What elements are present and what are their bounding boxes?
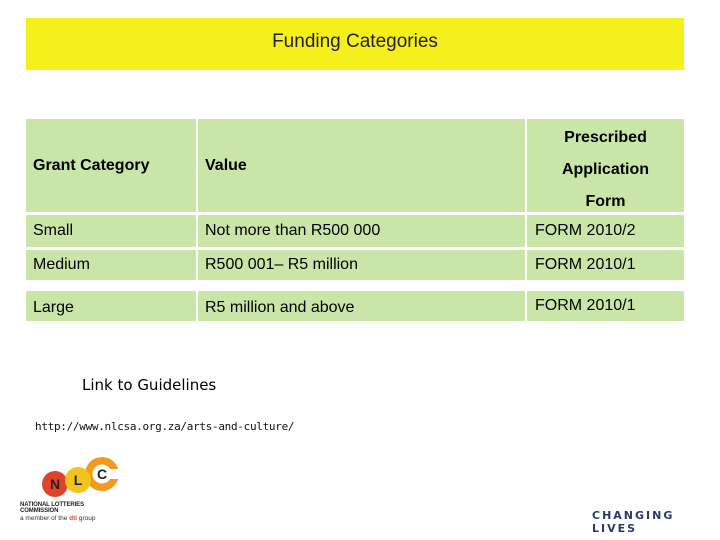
header-form-line: Form — [585, 193, 626, 210]
table-cell: R500 001– R5 million — [198, 250, 525, 280]
header-form-line: Prescribed — [564, 129, 647, 146]
link-label: Link to Guidelines — [82, 376, 217, 394]
guidelines-link[interactable]: http://www.nlcsa.org.za/arts-and-culture/ — [35, 420, 295, 433]
table-cell: Large — [26, 291, 196, 321]
table-cell: Not more than R500 000 — [198, 215, 525, 247]
page-title: Funding Categories — [272, 31, 438, 52]
table-cell: FORM 2010/2 — [527, 215, 684, 247]
header-form-line: Application — [561, 161, 650, 178]
table-cell: Medium — [26, 250, 196, 280]
header-cell-value: Value — [198, 119, 525, 212]
table-row — [26, 250, 684, 280]
table-cell: R5 million and above — [198, 291, 525, 321]
table-cell: Small — [26, 215, 196, 247]
logo-letter-c: C — [96, 466, 108, 482]
logo-letter-l: L — [73, 472, 83, 488]
tagline: CHANGING LIVES — [592, 509, 675, 535]
header-cell-grant-category: Grant Category — [26, 119, 196, 212]
title-banner — [26, 18, 684, 70]
logo-letter-n: N — [49, 476, 61, 492]
logo-subtitle: a member of the dti group — [20, 515, 96, 522]
logo-org-name: NATIONAL LOTTERIES COMMISSION — [20, 502, 84, 514]
table-cell: FORM 2010/1 — [527, 250, 684, 280]
table-row — [26, 215, 684, 247]
table-row — [26, 291, 684, 321]
table-header-row — [26, 119, 684, 212]
header-cell-prescribed-form — [527, 119, 684, 212]
table-cell: FORM 2010/1 — [527, 291, 684, 321]
